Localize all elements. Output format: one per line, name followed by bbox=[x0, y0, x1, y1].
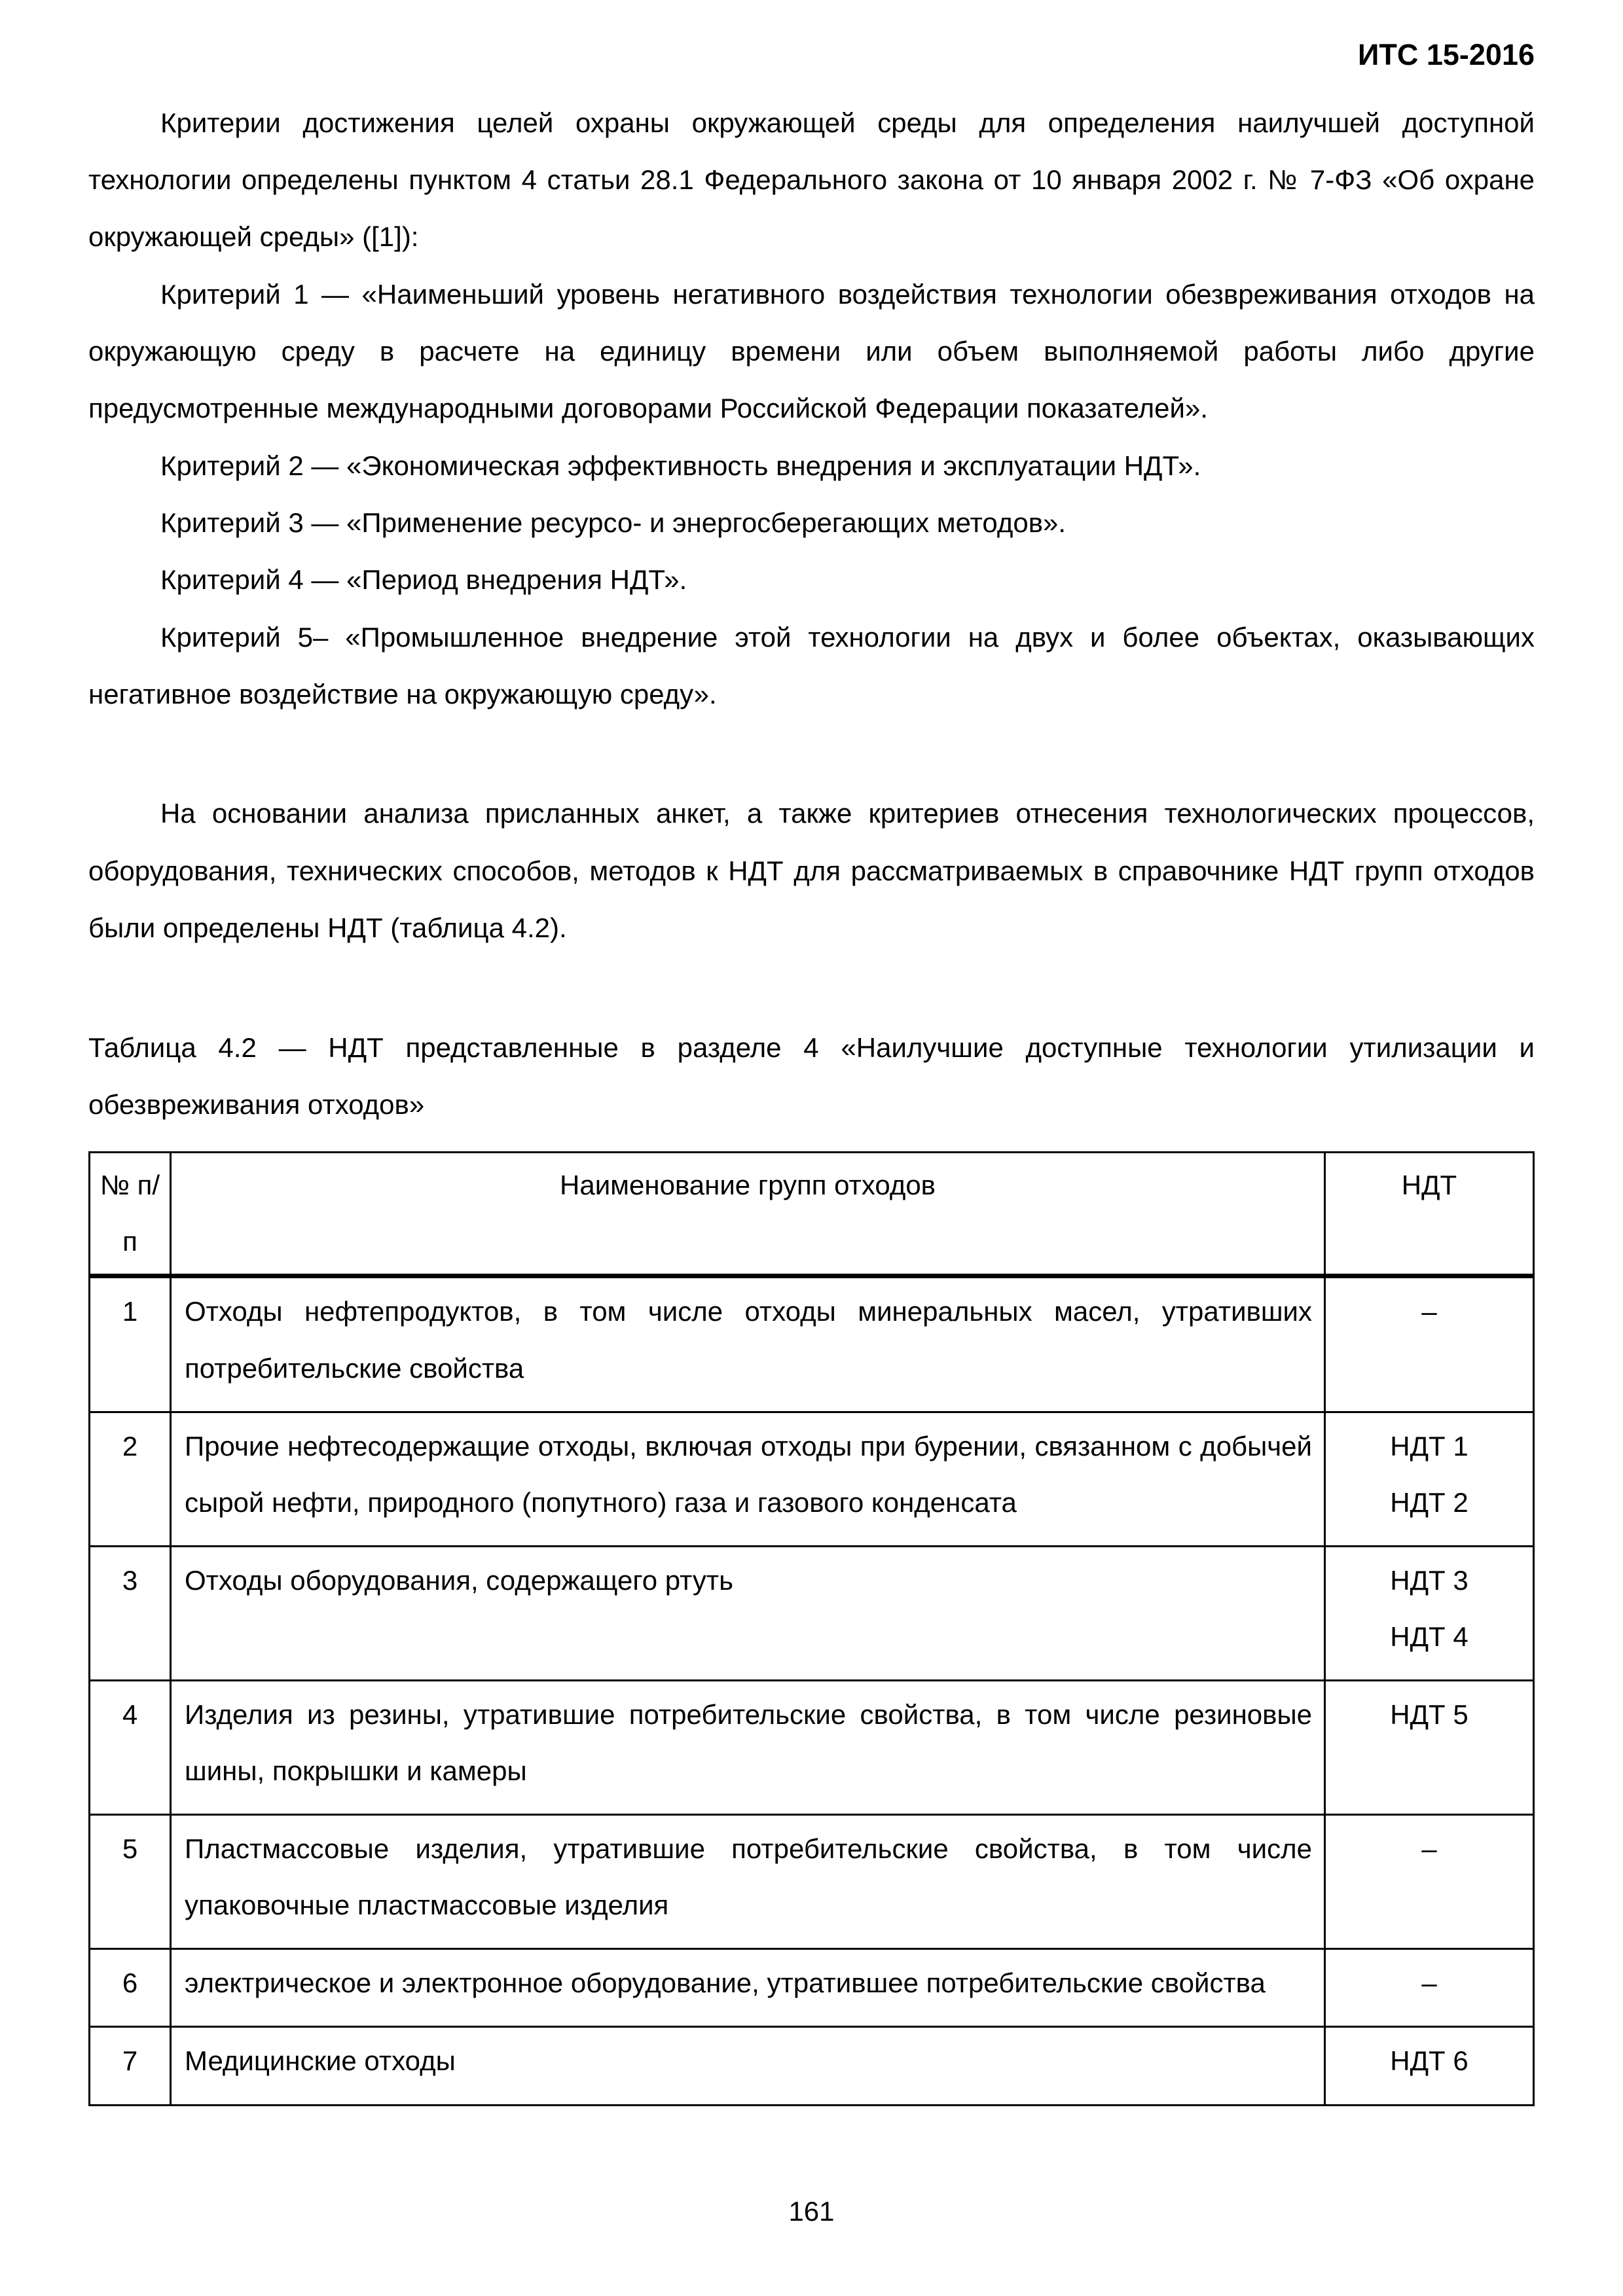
paragraph-criteria-intro: Критерии достижения целей охраны окружающей среды для определения наилучшей доступной технологии определены пунктом 4 статьи 28.1 Федерального закона от 10 января 2002 г. № 7-ФЗ «Об охране окружающей среды» ([1]): bbox=[88, 107, 1535, 253]
ndt-value-cell bbox=[1325, 1546, 1534, 1680]
row-number-cell: 6 bbox=[90, 1949, 171, 2027]
ndt-value-cell bbox=[1325, 1681, 1534, 1815]
ndt-value-line: – bbox=[1421, 1296, 1437, 1327]
table-row bbox=[90, 2027, 1534, 2105]
table-row bbox=[90, 1949, 1534, 2027]
table-row bbox=[90, 1815, 1534, 1949]
paragraph-criterion-2: Критерий 2 — «Экономическая эффективность внедрения и эксплуатации НДТ». bbox=[160, 450, 1201, 481]
ndt-table bbox=[88, 1151, 1535, 2106]
waste-group-name-cell: Медицинские отходы bbox=[171, 2027, 1325, 2105]
row-number-cell: 1 bbox=[90, 1276, 171, 1412]
ndt-value-cell bbox=[1325, 1412, 1534, 1546]
paragraph-criterion-5: Критерий 5– «Промышленное внедрение этой технологии на двух и более объектах, оказывающих негативное воздействие на окружающую среду». bbox=[88, 621, 1535, 710]
table-body bbox=[90, 1276, 1534, 2105]
header-cell-name: Наименование групп отходов bbox=[171, 1153, 1325, 1276]
waste-group-name-cell: электрическое и электронное оборудование, утратившее потребительские свойства bbox=[171, 1949, 1325, 2027]
document-code-header: ИТС 15-2016 bbox=[1358, 38, 1535, 71]
ndt-value-cell bbox=[1325, 1815, 1534, 1949]
header-cell-number: № п/п bbox=[90, 1153, 171, 1276]
ndt-value-cell bbox=[1325, 1276, 1534, 1412]
ndt-value-line: НДТ 3 bbox=[1390, 1564, 1468, 1596]
ndt-value-line: НДТ 4 bbox=[1390, 1621, 1468, 1652]
paragraph-criterion-3: Критерий 3 — «Применение ресурсо- и энергосберегающих методов». bbox=[160, 507, 1067, 539]
row-number-cell: 2 bbox=[90, 1412, 171, 1546]
ndt-value-line: НДТ 2 bbox=[1390, 1486, 1468, 1518]
header-cell-ndt: НДТ bbox=[1325, 1153, 1534, 1276]
row-number-cell: 4 bbox=[90, 1681, 171, 1815]
row-number-cell: 3 bbox=[90, 1546, 171, 1680]
waste-group-name-cell: Отходы оборудования, содержащего ртуть bbox=[171, 1546, 1325, 1680]
table-row bbox=[90, 1276, 1534, 1412]
ndt-value-line: НДТ 1 bbox=[1390, 1430, 1468, 1462]
ndt-value-line: НДТ 6 bbox=[1390, 2045, 1468, 2077]
table-row bbox=[90, 1412, 1534, 1546]
waste-group-name-cell: Отходы нефтепродуктов, в том числе отходы минеральных масел, утративших потребительские свойства bbox=[171, 1276, 1325, 1412]
table-row bbox=[90, 1546, 1534, 1680]
ndt-value-cell bbox=[1325, 2027, 1534, 2105]
waste-group-name-cell: Прочие нефтесодержащие отходы, включая отходы при бурении, связанном с добычей сырой нефти, природного (попутного) газа и газового конденсата bbox=[171, 1412, 1325, 1546]
waste-group-name-cell: Пластмассовые изделия, утратившие потребительские свойства, в том числе упаковочные пластмассовые изделия bbox=[171, 1815, 1325, 1949]
ndt-value-line: – bbox=[1421, 1967, 1437, 1999]
row-number-cell: 5 bbox=[90, 1815, 171, 1949]
ndt-value-line: – bbox=[1421, 1833, 1437, 1865]
paragraph-analysis: На основании анализа присланных анкет, а также критериев отнесения технологических процессов, оборудования, технических способов, методов к НДТ для рассматриваемых в справочнике НДТ групп отходов были определены НДТ (таблица 4.2). bbox=[88, 798, 1535, 944]
page-number: 161 bbox=[788, 2196, 835, 2227]
row-number-cell: 7 bbox=[90, 2027, 171, 2105]
table-header-row bbox=[90, 1153, 1534, 1276]
ndt-value-line: НДТ 5 bbox=[1390, 1699, 1468, 1730]
ndt-value-cell bbox=[1325, 1949, 1534, 2027]
table-caption: Таблица 4.2 — НДТ представленные в разделе 4 «Наилучшие доступные технологии утилизации и обезвреживания отходов» bbox=[88, 1031, 1535, 1120]
paragraph-criterion-4: Критерий 4 — «Период внедрения НДТ». bbox=[160, 564, 687, 596]
table-row bbox=[90, 1681, 1534, 1815]
waste-group-name-cell: Изделия из резины, утратившие потребительские свойства, в том числе резиновые шины, покрышки и камеры bbox=[171, 1681, 1325, 1815]
paragraph-criterion-1: Критерий 1 — «Наименьший уровень негативного воздействия технологии обезвреживания отходов на окружающую среду в расчете на единицу времени или объем выполняемой работы либо другие предусмотренные международными договорами Российской Федерации показателей». bbox=[88, 278, 1535, 424]
